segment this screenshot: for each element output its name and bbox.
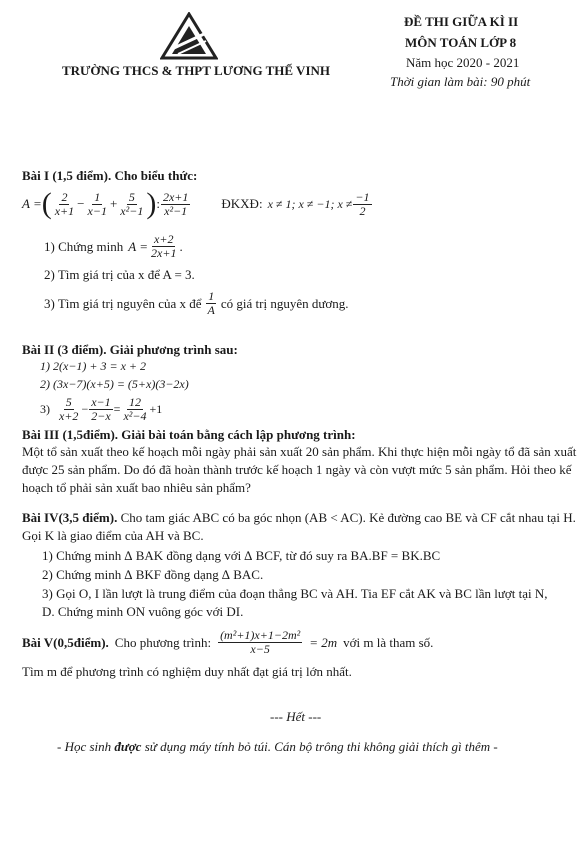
bai2-eq3: 3) $\frac{5}{x+2}$ − $\frac{x-1}{2-x}$ = $\frac{12}{\text{x²−4}}$ +1 — [40, 395, 163, 423]
bai1-title: Bài I (1,5 điểm). Cho biểu thức: — [22, 168, 198, 183]
expr-frac-4: $\frac{2x+1}{\text{x²−1}}$ — [162, 189, 189, 218]
bai5-question: Tìm m để phương trình có nghiệm duy nhất đạt giá trị lớn nhất. — [22, 664, 352, 679]
eq3-frac-2: $\frac{x-1}{2-x}$ — [91, 395, 111, 423]
bai3-body: Một tổ sản xuất theo kế hoạch mỗi ngày phải sản xuất 20 sản phẩm. Khi thực hiện mỗi ngày tổ đã sản xuất được 25 sản phẩm. Do đó đã hoàn thành trước kế hoạch 1 ngày và còn vượt mức 5 sản phẩm. Hỏi theo kế hoạch tổ phải sản xuất bao nhiêu sản phẩm? — [22, 444, 577, 495]
bai1-q1: 1) Chứng minh A = $\frac{x+2}{2x+1}$ . — [44, 232, 183, 260]
expr-frac-3: $\frac{5}{\text{x²−1}}$ — [120, 189, 144, 218]
dkxd-frac: $\frac{-1}{2}$ — [355, 189, 370, 218]
bai5-frac: $\frac{\text{(m²+1)x+1−2m²}}{x-5}$ — [220, 628, 301, 656]
bai5-post: với m là tham số. — [343, 634, 434, 650]
dkxd-conditions: x ≠ 1; x ≠ −1; x ≠ — [267, 196, 353, 211]
school-logo-icon — [160, 12, 218, 60]
note-post: sử dụng máy tính bỏ túi. Cán bộ trông thi không giải thích gì thêm - — [144, 739, 498, 754]
eq3-frac-1: $\frac{5}{x+2}$ — [59, 395, 79, 423]
bai5-eq: = 2m — [309, 634, 338, 650]
school-name: TRƯỜNG THCS & THPT LƯƠNG THẾ VINH — [62, 63, 330, 78]
dkxd-label: ĐKXĐ: — [221, 196, 263, 211]
bai4-title: Bài IV(3,5 điểm). — [22, 510, 118, 525]
q3-pre: 3) Tìm giá trị nguyên của x để — [44, 295, 202, 311]
school-year: Năm học 2020 - 2021 — [406, 55, 520, 70]
bai4-intro — [22, 509, 582, 545]
note-bold: được — [114, 739, 142, 754]
bai2-title: Bài II (3 điểm). Giải phương trình sau: — [22, 342, 238, 357]
bai1-expression: A = ( $\frac{2}{x+1}$ − $\frac{1}{x-1}$ + $\frac{5}{\text{x²−1}}$ ) : $\frac{2x+1}{\text{x²−1}}$ ĐKXĐ: x ≠ 1; x ≠ −1; x ≠ $\frac{-1}{2}$ — [22, 187, 370, 220]
footer-note — [57, 739, 498, 755]
bai2-eq2: 2) (3x−7)(x+5) = (5+x)(3−2x) — [40, 377, 189, 391]
q1-lhs: A = — [128, 238, 149, 254]
bai5-equation — [22, 629, 433, 656]
q1-frac: $\frac{x+2}{2x+1}$ — [151, 232, 177, 260]
exam-subject: MÔN TOÁN LỚP 8 — [405, 35, 517, 50]
exam-title: ĐỀ THI GIỮA KÌ II — [404, 14, 519, 29]
bai5-pre: Cho phương trình: — [114, 634, 212, 650]
bai4-q2: 2) Chứng minh ∆ BKF đồng dạng ∆ BAC. — [42, 567, 264, 582]
bai4-q3: 3) Gọi O, I lần lượt là trung điểm của đoạn thẳng BC và AH. Tia EF cắt AK và BC lần lượt tại N, D. Chứng minh ON vuông góc với DI. — [42, 586, 548, 619]
expr-frac-2: $\frac{1}{x-1}$ — [87, 189, 107, 218]
q3-frac: $\frac{1}{A}$ — [207, 289, 215, 317]
bai1-q3 — [44, 290, 349, 317]
eq3-frac-3: $\frac{12}{\text{x²−4}}$ — [123, 395, 147, 423]
eq3-label: 3) — [40, 402, 50, 416]
exam-time: Thời gian làm bài: 90 phút — [390, 74, 531, 89]
bai1-q2: 2) Tìm giá trị của x để A = 3. — [44, 267, 195, 282]
bai4-q1: 1) Chứng minh ∆ BAK đồng dạng với ∆ BCF, từ đó suy ra BA.BF = BK.BC — [42, 548, 441, 563]
bai3-title: Bài III (1,5điểm). Giải bài toán bằng cách lập phương trình: — [22, 427, 356, 442]
bai2-eq1: 1) 2(x−1) + 3 = x + 2 — [40, 359, 147, 373]
bai4-intro-text: Cho tam giác ABC có ba góc nhọn (AB < AC). Kẻ đường cao BE và CF cắt nhau tại H. Gọi K là giao điểm của AH và BC. — [22, 510, 576, 543]
end-marker: --- Hết --- — [270, 709, 322, 724]
q1-text: 1) Chứng minh — [44, 238, 124, 254]
expr-lhs: A = — [22, 196, 42, 211]
bai5-title: Bài V(0,5điểm). — [22, 634, 109, 650]
q3-post: có giá trị nguyên dương. — [220, 295, 349, 311]
eq3-tail: +1 — [149, 402, 163, 416]
expr-frac-1: $\frac{2}{x+1}$ — [54, 189, 75, 218]
note-pre: - Học sinh — [57, 739, 112, 754]
